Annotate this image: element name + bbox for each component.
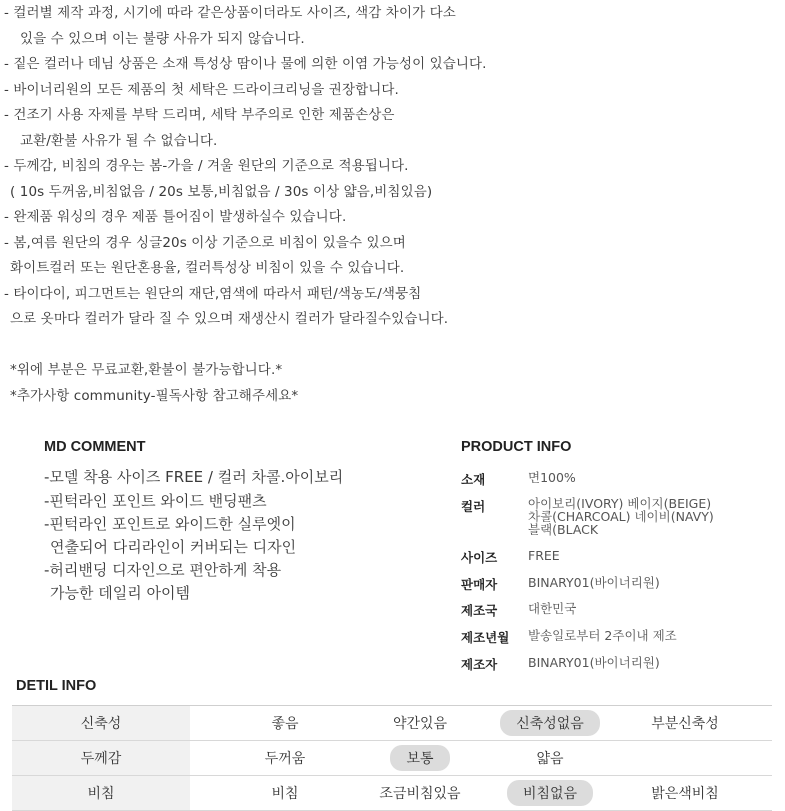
detil-option: 밝은색비침 [651,786,719,802]
notice-line: 화이트컬러 또는 원단혼용율, 컬러특성상 비침이 있을 수 있습니다. [10,260,405,276]
product-info-value: 면100% [528,470,576,485]
notice-line: - 짙은 컬러나 데님 상품은 소재 특성상 땀이나 물에 의한 이염 가능성이 있습니다. [4,56,487,72]
product-info-label: 제조자 [461,657,498,672]
detil-row-head: 신축성 [12,706,190,740]
detil-option: 두꺼움 [264,751,306,767]
product-info-label: 판매자 [461,577,498,592]
detil-option: 얇음 [536,751,564,767]
notice-line: *추가사항 community-필독사항 참고해주세요* [10,388,299,404]
notice-line: - 타이다이, 피그먼트는 원단의 재단,염색에 따라서 패턴/색농도/색뭉침 [4,286,422,302]
notice-line: - 완제품 워싱의 경우 제품 틀어짐이 발생하실수 있습니다. [4,209,347,225]
md-comment-line: -허리밴딩 디자인으로 편안하게 착용 [44,561,282,579]
detil-row-stretch [12,706,772,741]
product-info-value: 차콜(CHARCOAL) 네이비(NAVY) [528,509,714,524]
detil-info-table [12,705,772,811]
notice-line: - 두께감, 비침의 경우는 봄-가을 / 겨울 원단의 기준으로 적용됩니다. [4,158,409,174]
detil-option: 좋음 [271,716,299,732]
notice-line: - 바이너리원의 모든 제품의 첫 세탁은 드라이크리닝을 권장합니다. [4,82,399,98]
md-comment-title: MD COMMENT [44,439,146,455]
product-info-title: PRODUCT INFO [461,439,572,455]
detil-option: 조금비침있음 [379,786,461,802]
detil-option: 약간있음 [392,716,448,732]
notice-line: - 컬러별 제작 과정, 시기에 따라 같은상품이더라도 사이즈, 색감 차이가 다소 [4,5,456,21]
md-comment-line: 연출되어 다리라인이 커버되는 디자인 [50,538,297,556]
md-comment-line: -핀턱라인 포인트로 와이드한 실루엣이 [44,515,296,533]
product-info-label: 제조국 [461,603,498,618]
detil-row-sheerness [12,776,772,811]
detil-option: 부분신축성 [651,716,719,732]
notice-line: *위에 부분은 무료교환,환불이 불가능합니다.* [10,362,283,378]
notice-line: 으로 옷마다 컬러가 달라 질 수 있으며 재생산시 컬러가 달라질수있습니다. [10,311,449,327]
product-info-value: 블랙(BLACK [528,522,599,537]
notice-line: ( 10s 두꺼움,비침없음 / 20s 보통,비침없음 / 30s 이상 얇음,비침있음) [10,184,433,200]
notice-line: - 건조기 사용 자제를 부탁 드리며, 세탁 부주의로 인한 제품손상은 [4,107,395,123]
product-info-label: 제조년월 [461,630,510,645]
product-info-value: 아이보리(IVORY) 베이지(BEIGE) [528,496,712,511]
detil-option: 비침 [271,786,299,802]
detil-row-head: 비침 [12,776,190,810]
product-info-value: BINARY01(바이너리원) [528,575,660,590]
product-info-label: 컬러 [461,499,486,514]
detil-info-title: DETIL INFO [16,678,97,694]
detil-option-selected: 신축성없음 [492,706,608,740]
md-comment-line: 가능한 데일리 아이템 [50,584,190,602]
md-comment-line: -핀턱라인 포인트 와이드 밴딩팬츠 [44,492,267,510]
product-info-value: 발송일로부터 2주이내 제조 [528,628,677,643]
md-comment-line: -모델 착용 사이즈 FREE / 컬러 차콜.아이보리 [44,468,344,486]
product-info-value: FREE [528,548,560,563]
product-info-value: 대한민국 [528,601,577,616]
detil-option-selected: 보통 [362,741,478,775]
notice-line: 있을 수 있으며 이는 불량 사유가 되지 않습니다. [20,31,305,47]
detil-option-selected: 비침없음 [492,776,608,810]
notice-line: 교환/환불 사유가 될 수 없습니다. [20,133,218,149]
product-info-label: 소재 [461,472,486,487]
notice-line: - 봄,여름 원단의 경우 싱글20s 이상 기준으로 비침이 있을수 있으며 [4,235,406,251]
detil-row-thickness [12,741,772,776]
product-info-value: BINARY01(바이너리원) [528,655,660,670]
detil-row-head: 두께감 [12,741,190,775]
product-info-label: 사이즈 [461,550,498,565]
